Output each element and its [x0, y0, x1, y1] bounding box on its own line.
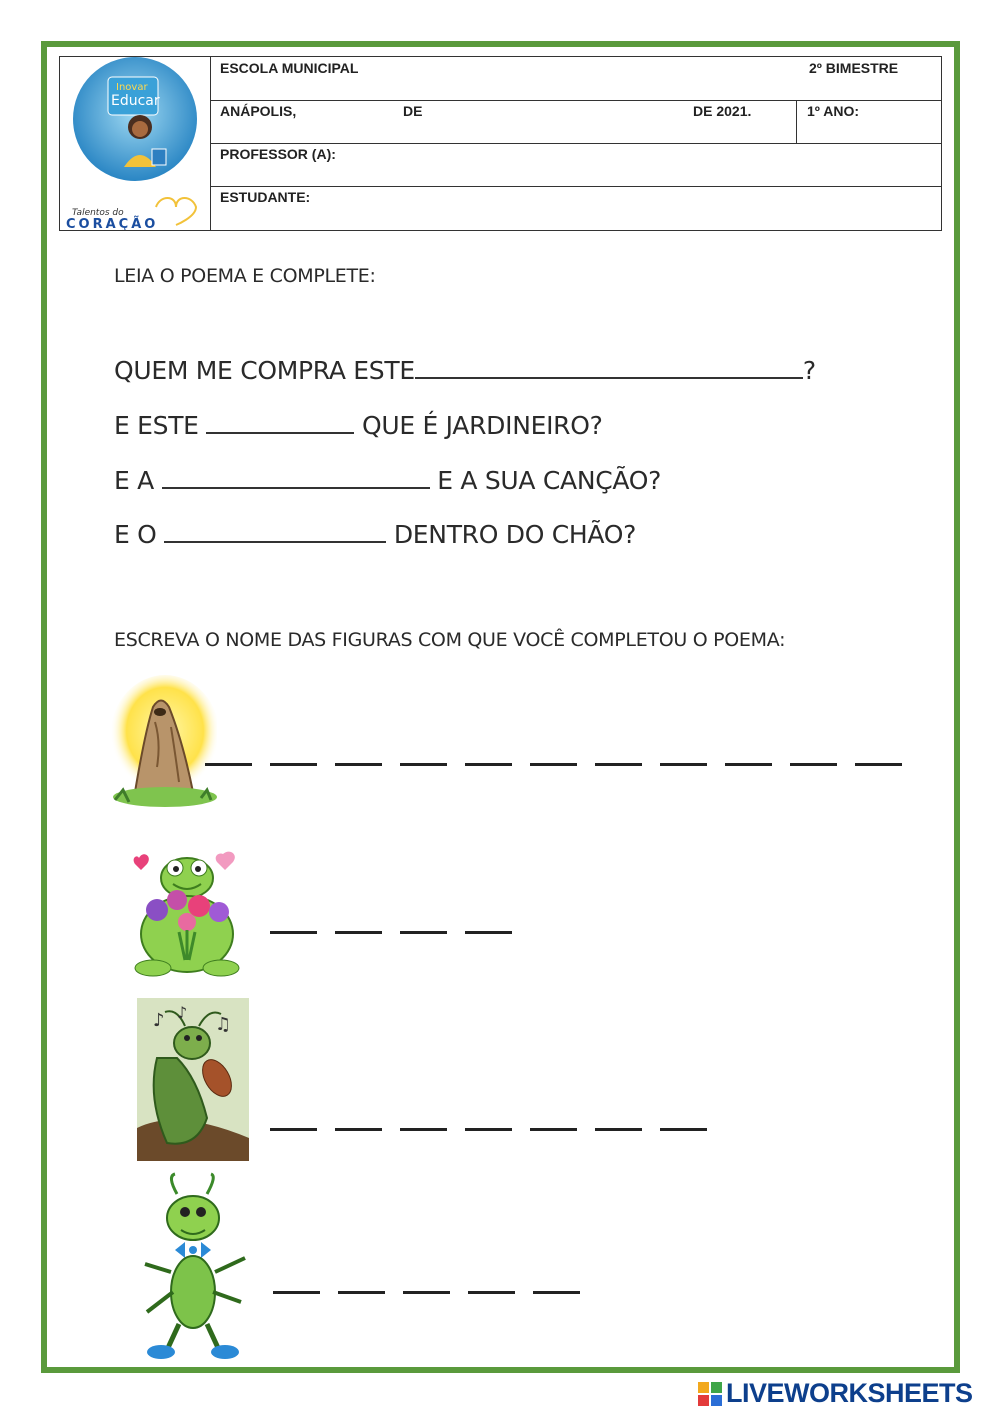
letter-slot[interactable] [273, 1291, 320, 1294]
date-de-label: DE [403, 103, 423, 119]
grasshopper-icon [137, 1172, 252, 1367]
school-label: ESCOLA MUNICIPAL [220, 60, 359, 76]
letter-slot[interactable] [595, 1128, 642, 1131]
letter-slot[interactable] [400, 763, 447, 766]
letter-slot[interactable] [468, 1291, 515, 1294]
letter-slot[interactable] [338, 1291, 385, 1294]
student-label: ESTUDANTE: [220, 189, 311, 205]
header-row-school [211, 57, 941, 101]
poem-blank-1[interactable] [415, 355, 803, 379]
letter-slot[interactable] [400, 1128, 447, 1131]
letter-slot[interactable] [270, 763, 317, 766]
poem-line-2-start: E ESTE [114, 411, 199, 440]
city-label: ANÁPOLIS, [220, 103, 297, 119]
svg-text:♫: ♫ [215, 1014, 232, 1035]
letter-slot[interactable] [595, 763, 642, 766]
poem-line-1-end: ? [802, 356, 816, 385]
answer-dashes-3[interactable] [270, 1128, 707, 1131]
term-label: 2º BIMESTRE [809, 60, 899, 76]
poem-line-3-end: E A SUA CANÇÃO? [437, 466, 662, 495]
answer-dashes-1[interactable] [205, 763, 902, 766]
letter-slot[interactable] [403, 1291, 450, 1294]
letter-slot[interactable] [465, 763, 512, 766]
poem-line-2-end: QUE É JARDINEIRO? [362, 411, 603, 440]
letter-slot[interactable] [660, 1128, 707, 1131]
liveworksheets-brand[interactable] [698, 1378, 973, 1409]
header-row-date [211, 100, 941, 144]
poem-line-1-start: QUEM ME COMPRA ESTE [114, 356, 415, 385]
anthill-icon [105, 672, 217, 827]
letter-slot[interactable] [335, 931, 382, 934]
answer-dashes-4[interactable] [273, 1291, 580, 1294]
school-logo [60, 57, 211, 230]
poem-line-4-end: DENTRO DO CHÃO? [393, 520, 637, 549]
letter-slot[interactable] [533, 1291, 580, 1294]
answer-dashes-2[interactable] [270, 931, 512, 934]
frog-icon [127, 850, 249, 985]
row-divider [796, 100, 797, 143]
brand-text: LIVEWORKSHEETS [726, 1378, 973, 1408]
grade-label: 1º ANO: [807, 103, 860, 119]
teacher-label: PROFESSOR (A): [220, 146, 336, 162]
header-table [59, 56, 942, 231]
poem-line-3 [114, 465, 661, 495]
letter-slot[interactable] [660, 763, 707, 766]
poem-line-1 [114, 355, 816, 385]
poem-blank-3[interactable] [162, 465, 430, 489]
header-row-teacher [211, 143, 941, 187]
poem-line-4-start: E O [114, 520, 157, 549]
cricket-icon [137, 998, 249, 1166]
letter-slot[interactable] [335, 1128, 382, 1131]
letter-slot[interactable] [465, 931, 512, 934]
instruction-read: LEIA O POEMA E COMPLETE: [114, 265, 376, 287]
poem-blank-4[interactable] [164, 519, 386, 543]
poem-line-3-start: E A [114, 466, 154, 495]
logo-text-bottom-a: Talentos do [72, 208, 124, 218]
logo-text-top: Inovar [116, 82, 148, 93]
instruction-write: ESCREVA O NOME DAS FIGURAS COM QUE VOCÊ COMPLETOU O POEMA: [114, 629, 786, 651]
letter-slot[interactable] [270, 1128, 317, 1131]
svg-text:♪: ♪ [177, 1003, 188, 1022]
logo-text-mid: Educar [111, 93, 160, 109]
year-label: DE 2021. [693, 103, 752, 119]
poem-line-4 [114, 519, 636, 549]
poem-blank-2[interactable] [206, 410, 354, 434]
letter-slot[interactable] [855, 763, 902, 766]
logo-text-bottom-b: CORAÇÃO [66, 217, 159, 230]
liveworksheets-logo-icon [698, 1382, 722, 1406]
letter-slot[interactable] [465, 1128, 512, 1131]
letter-slot[interactable] [335, 763, 382, 766]
letter-slot[interactable] [790, 763, 837, 766]
letter-slot[interactable] [530, 1128, 577, 1131]
letter-slot[interactable] [725, 763, 772, 766]
letter-slot[interactable] [400, 931, 447, 934]
letter-slot[interactable] [205, 763, 252, 766]
svg-text:♪: ♪ [153, 1010, 165, 1031]
letter-slot[interactable] [530, 763, 577, 766]
letter-slot[interactable] [270, 931, 317, 934]
header-row-student [211, 186, 941, 229]
poem-line-2 [114, 410, 603, 440]
